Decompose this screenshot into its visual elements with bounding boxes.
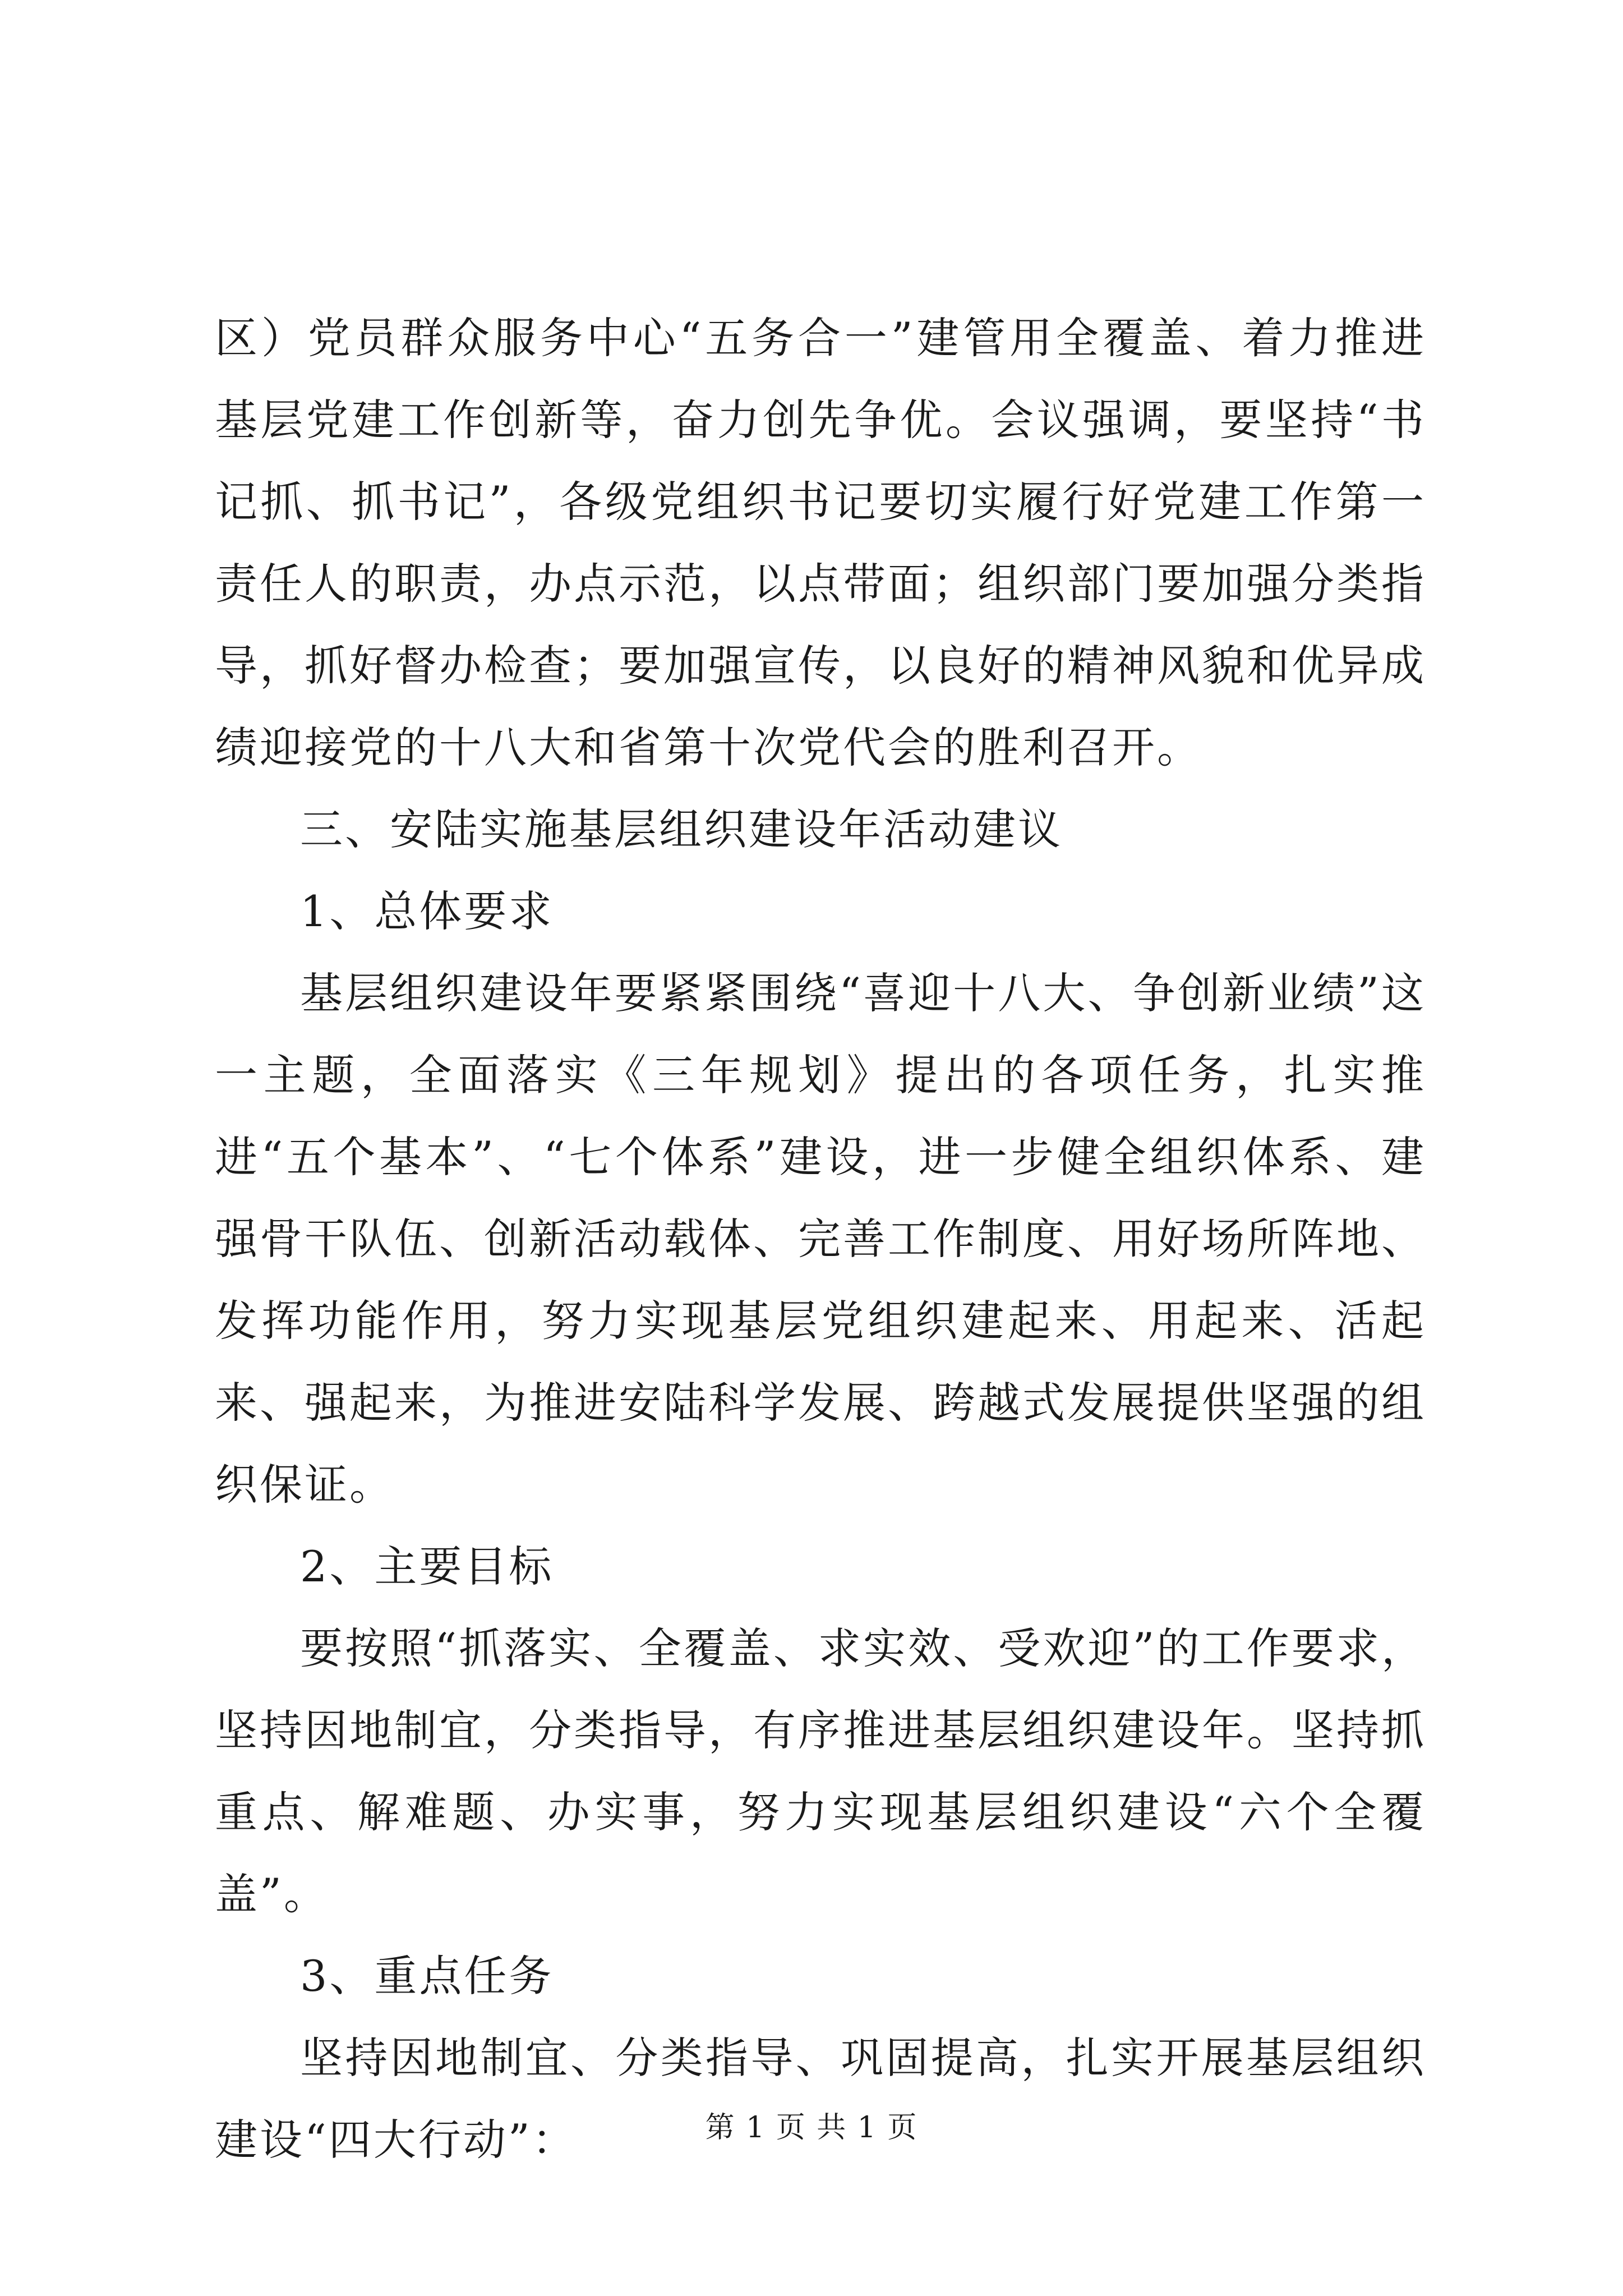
document-body <box>215 297 1426 2181</box>
subsection-heading: 3、重点任务 <box>300 1951 554 2001</box>
paragraph: 坚持因地制宜、分类指导、巩固提高，扎实开展基层组织建设“四大行动”： <box>215 2033 1426 2165</box>
section-heading: 三、安陆实施基层组织建设年活动建议 <box>300 804 1063 854</box>
page-footer: 第 1 页 共 1 页 <box>705 2111 918 2145</box>
paragraph: 基层组织建设年要紧紧围绕“喜迎十八大、争创新业绩”这一主题，全面落实《三年规划》提出的各项任务，扎实推进“五个基本”、“七个体系”建设，进一步健全组织体系、建强骨干队伍、创新活动载体、完善工作制度、用好场所阵地、发挥功能作用，努力实现基层党组织建起来、用起来、活起来、强起来，为推进安陆科学发展、跨越式发展提供坚强的组织保证。 <box>215 968 1426 1510</box>
subsection-heading: 2、主要目标 <box>300 1542 554 1591</box>
paragraph: 要按照“抓落实、全覆盖、求实效、受欢迎”的工作要求，坚持因地制宜，分类指导，有序推进基层组织建设年。坚持抓重点、解难题、办实事，努力实现基层组织建设“六个全覆盖”。 <box>215 1623 1426 1919</box>
paragraph-continued: 区）党员群众服务中心“五务合一”建管用全覆盖、着力推进基层党建工作创新等，奋力创先争优。会议强调，要坚持“书记抓、抓书记”，各级党组织书记要切实履行好党建工作第一责任人的职责，办点示范，以点带面；组织部门要加强分类指导，抓好督办检查；要加强宣传，以良好的精神风貌和优异成绩迎接党的十八大和省第十次党代会的胜利召开。 <box>215 313 1426 772</box>
subsection-heading: 1、总体要求 <box>300 886 554 936</box>
